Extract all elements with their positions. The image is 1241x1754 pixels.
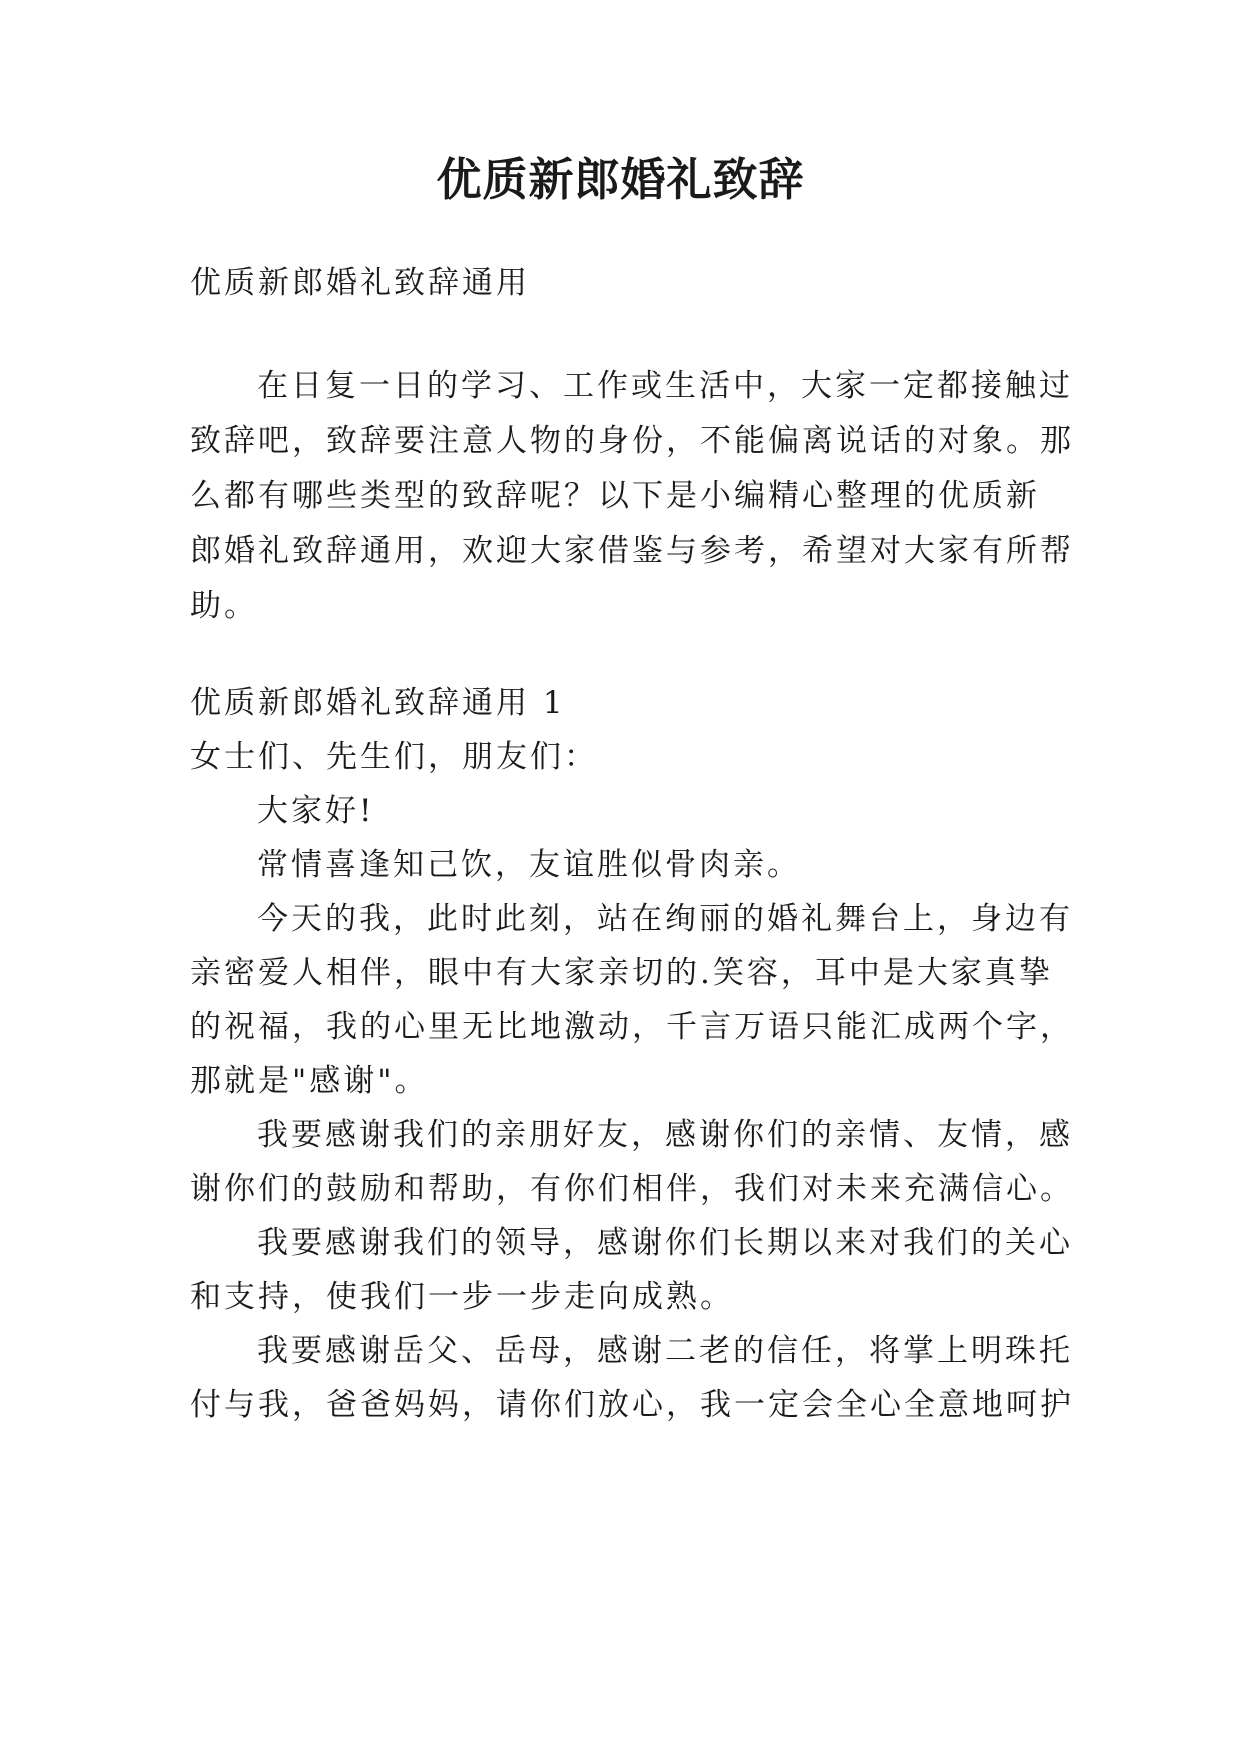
paragraph-line: 付与我，爸爸妈妈，请你们放心，我一定会全心全意地呵护: [190, 1387, 1074, 1423]
intro-line: 郎婚礼致辞通用，欢迎大家借鉴与参考，希望对大家有所帮: [190, 533, 1074, 569]
paragraph-line: 那就是"感谢"。: [190, 1063, 429, 1099]
document-subtitle: 优质新郎婚礼致辞通用: [190, 265, 530, 301]
paragraph-line: 我要感谢我们的领导，感谢你们长期以来对我们的关心: [257, 1225, 1073, 1261]
quote-paragraph: 常情喜逢知己饮，友谊胜似骨肉亲。: [257, 847, 801, 883]
greeting: 大家好!: [257, 793, 375, 829]
section-heading: 优质新郎婚礼致辞通用 1: [190, 685, 566, 721]
paragraph-line: 的祝福，我的心里无比地激动，千言万语只能汇成两个字，: [190, 1009, 1074, 1045]
paragraph-line: 今天的我，此时此刻，站在绚丽的婚礼舞台上，身边有: [257, 901, 1073, 937]
intro-line: 助。: [190, 588, 258, 624]
paragraph-line: 和支持，使我们一步一步走向成熟。: [190, 1279, 734, 1315]
document-title: 优质新郎婚礼致辞: [436, 153, 805, 206]
intro-line: 么都有哪些类型的致辞呢？以下是小编精心整理的优质新: [190, 478, 1040, 514]
paragraph-line: 谢你们的鼓励和帮助，有你们相伴，我们对未来充满信心。: [190, 1171, 1074, 1207]
paragraph-line: 我要感谢岳父、岳母，感谢二老的信任，将掌上明珠托: [257, 1333, 1073, 1369]
intro-line: 在日复一日的学习、工作或生活中，大家一定都接触过: [257, 368, 1073, 404]
intro-line: 致辞吧，致辞要注意人物的身份，不能偏离说话的对象。那: [190, 423, 1074, 459]
paragraph-line: 亲密爱人相伴，眼中有大家亲切的.笑容，耳中是大家真挚: [190, 955, 1053, 991]
salutation: 女士们、先生们，朋友们：: [190, 739, 598, 775]
paragraph-line: 我要感谢我们的亲朋好友，感谢你们的亲情、友情，感: [257, 1117, 1073, 1153]
